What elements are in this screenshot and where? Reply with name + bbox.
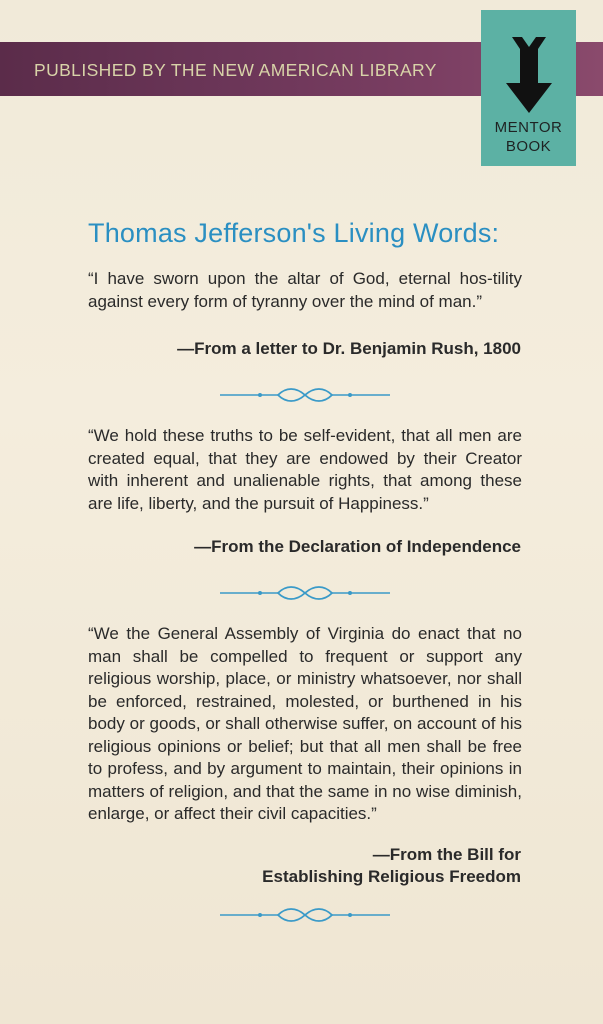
attribution-virginia-line2: Establishing Religious Freedom (262, 867, 521, 886)
attribution-rush: —From a letter to Dr. Benjamin Rush, 1800 (177, 339, 521, 358)
ornament-divider-2 (220, 584, 390, 602)
attribution-declaration: —From the Declaration of Independence (194, 537, 521, 556)
mentor-label (481, 118, 576, 156)
publisher-text: PUBLISHED BY THE NEW AMERICAN LIBRARY (34, 60, 437, 80)
mentor-line1: MENTOR (494, 119, 563, 136)
ornament-divider-3 (220, 906, 390, 924)
mentor-book-logo (481, 10, 576, 166)
ornament-divider-1 (220, 386, 390, 404)
quote-rush: “I have sworn upon the altar of God, eternal hos-tility against every form of tyranny over the mind of man.” (88, 269, 522, 311)
arrow-down-icon (502, 35, 556, 115)
page-title: Thomas Jefferson's Living Words: (88, 218, 500, 248)
quote-declaration: “We hold these truths to be self-evident, that all men are created equal, that they are endowed by their Creator with inherent and unalienable rights, that among these are life, liberty, and the pursuit of Happiness.” (88, 426, 522, 513)
quote-virginia-bill: “We the General Assembly of Virginia do enact that no man shall be compelled to frequent or support any religious worship, place, or ministry whatsoever, nor shall be enforced, restrained, molested, or burthened in his body or goods, or shall otherwise suffer, on account of his religious opinions or belief; but that all men shall be free to profess, and by argument to maintain, their opinions in matters of religion, and that the same in no wise diminish, enlarge, or affect their civil capacities.” (88, 624, 522, 823)
mentor-line2: BOOK (505, 138, 552, 155)
attribution-virginia-line1: —From the Bill for (372, 845, 521, 864)
